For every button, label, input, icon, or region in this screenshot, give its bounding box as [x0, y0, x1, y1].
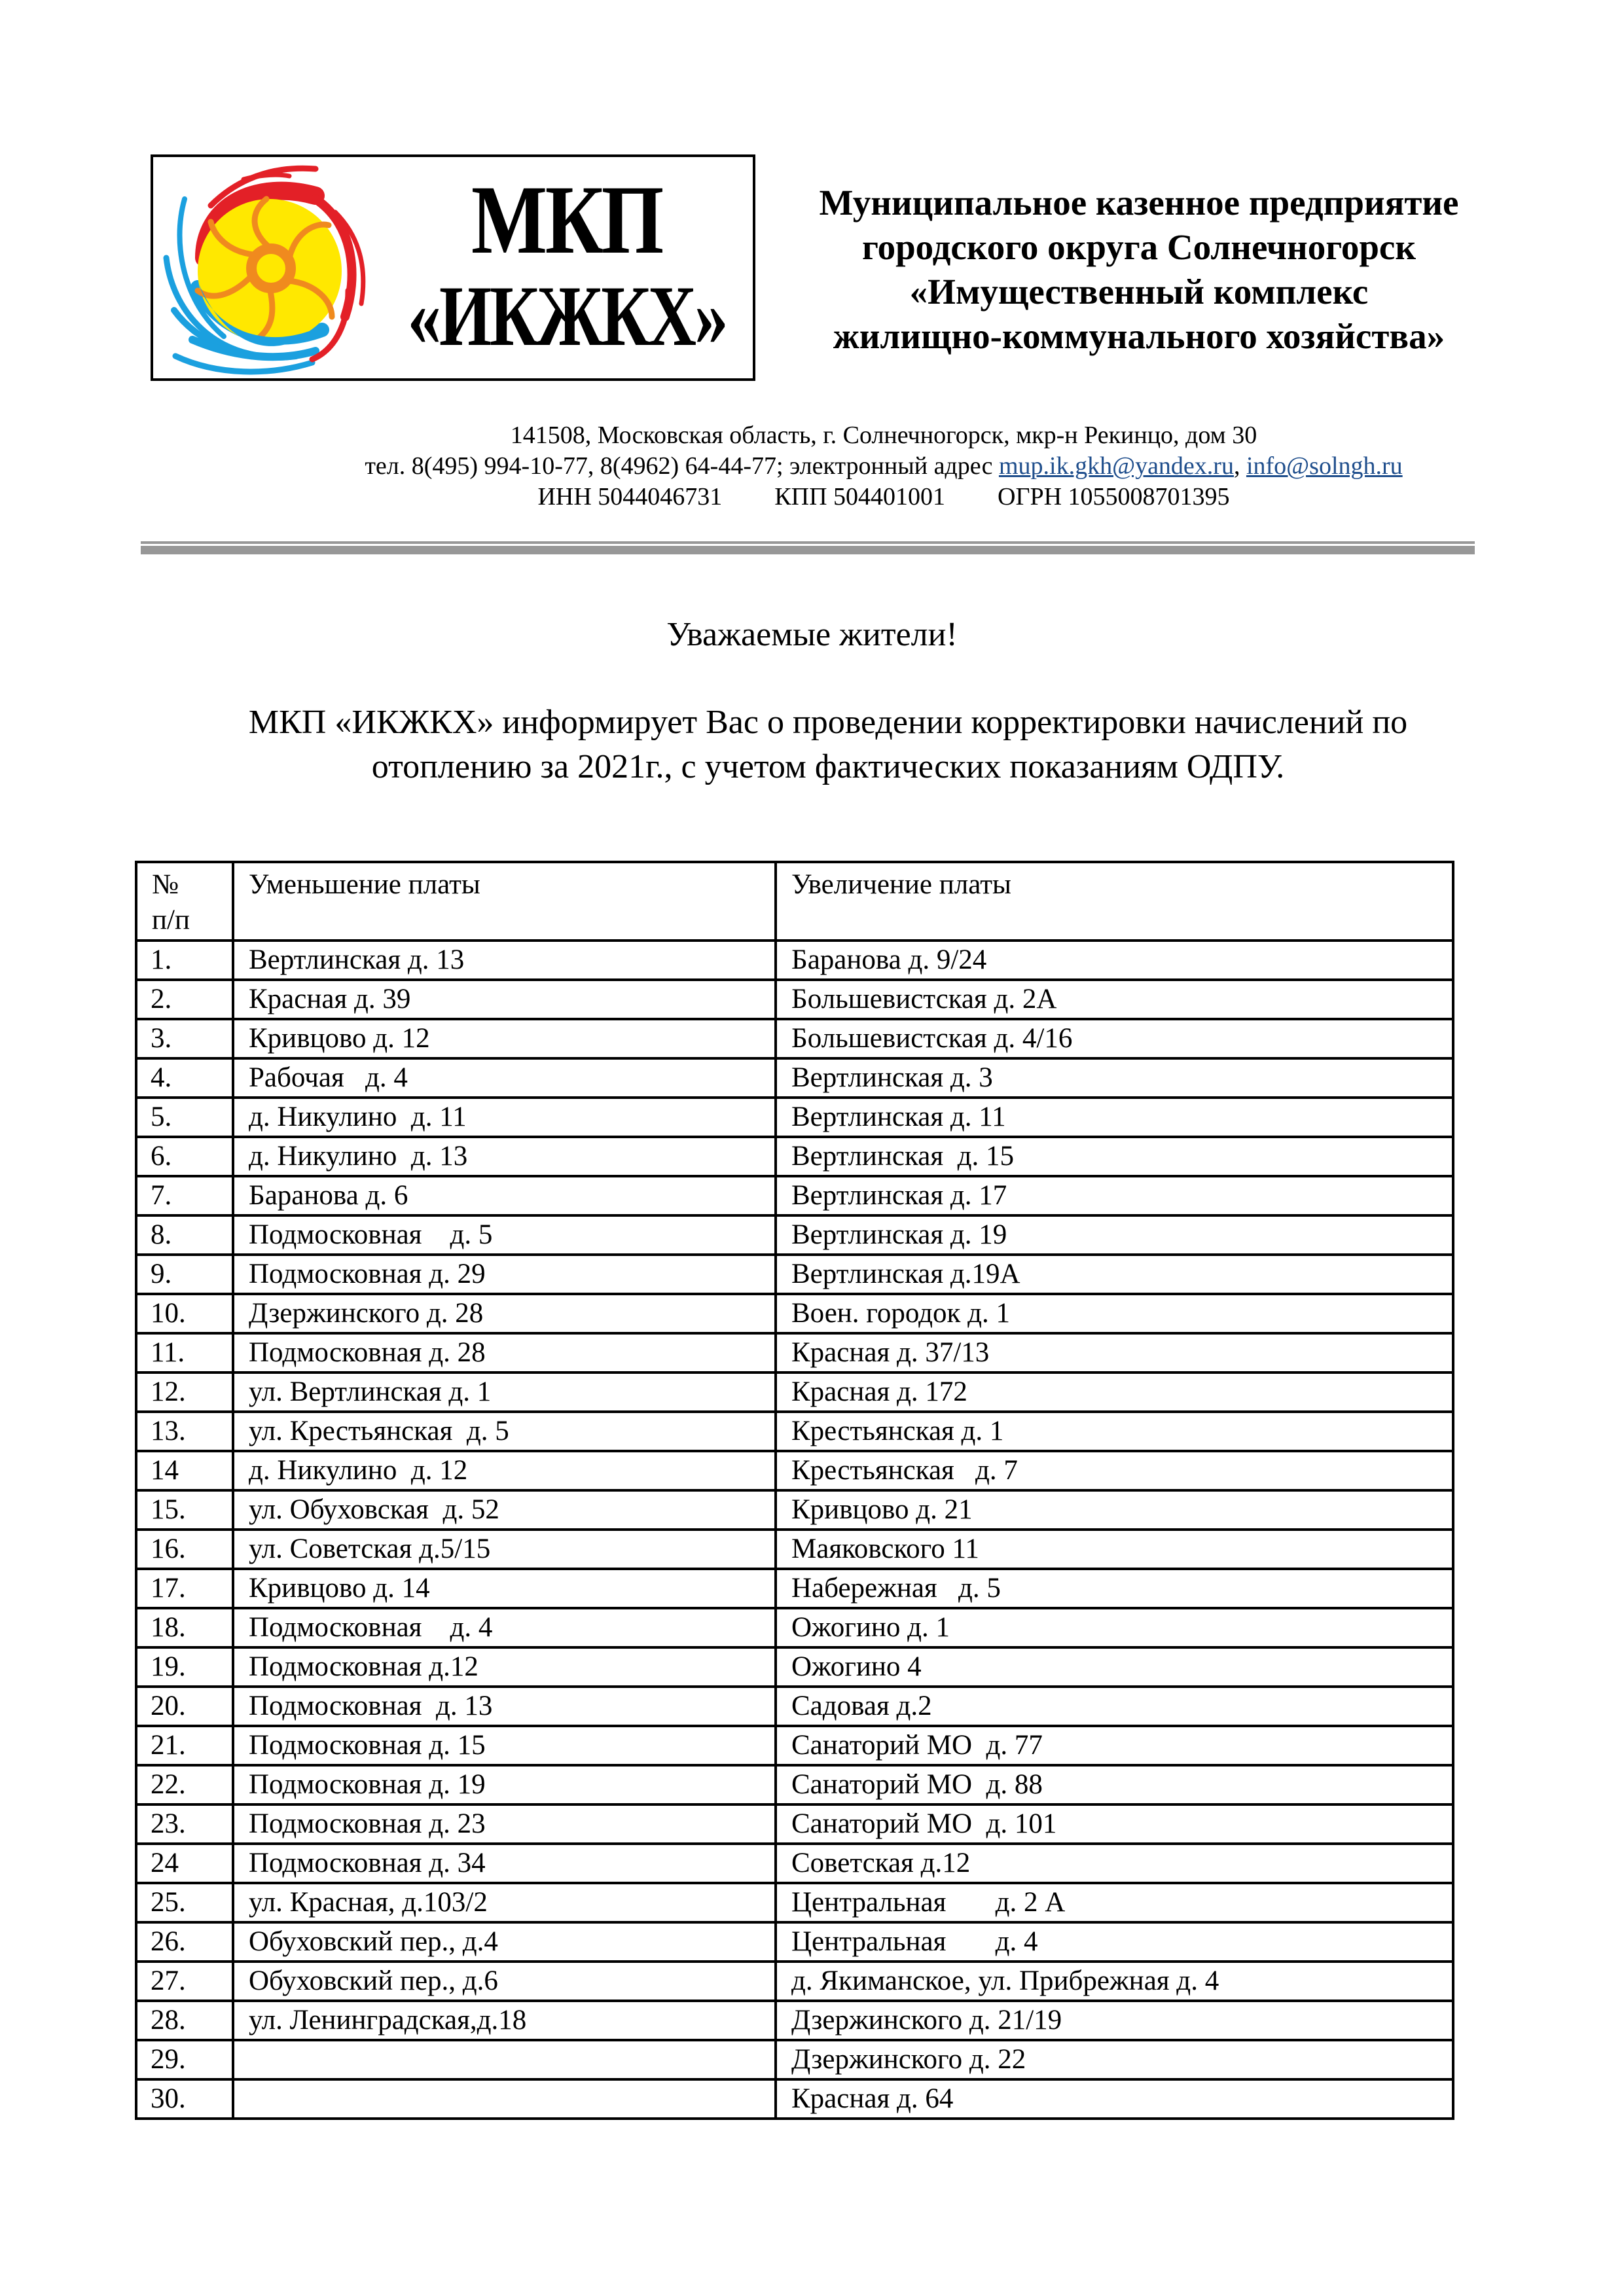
org-name-line: Муниципальное казенное предприятие [819, 183, 1459, 223]
org-name-line: «Имущественный комплекс [909, 272, 1369, 312]
row-number: 29. [136, 2040, 233, 2079]
header-number-symbol: № [152, 869, 179, 900]
row-number: 5. [136, 1098, 233, 1137]
table-body [136, 941, 1453, 2119]
intro-line: отоплению за 2021г., с учетом фактических показаниям ОДПУ. [371, 748, 1285, 785]
header-number [136, 862, 233, 941]
decrease-address: ул. Обуховская д. 52 [233, 1490, 776, 1530]
table-row [136, 1687, 1453, 1726]
table-row [136, 1883, 1453, 1922]
table-row [136, 1569, 1453, 1608]
table-row [136, 1530, 1453, 1569]
decrease-address [233, 2040, 776, 2079]
table-row [136, 1294, 1453, 1333]
row-number: 24 [136, 1844, 233, 1883]
table-row [136, 2001, 1453, 2040]
decrease-address: Дзержинского д. 28 [233, 1294, 776, 1333]
table-row [136, 1726, 1453, 1765]
decrease-address: Подмосковная д. 19 [233, 1765, 776, 1804]
table-row [136, 2040, 1453, 2079]
increase-address: Дзержинского д. 22 [776, 2040, 1453, 2079]
row-number: 19. [136, 1647, 233, 1687]
row-number: 13. [136, 1412, 233, 1451]
row-number: 2. [136, 980, 233, 1019]
increase-address: Санаторий МО д. 88 [776, 1765, 1453, 1804]
increase-address: Ожогино 4 [776, 1647, 1453, 1687]
decrease-address: ул. Крестьянская д. 5 [233, 1412, 776, 1451]
increase-address: Центральная д. 4 [776, 1922, 1453, 1962]
decrease-address: Красная д. 39 [233, 980, 776, 1019]
sun-swirl-logo-icon [158, 160, 381, 378]
increase-address: Кривцово д. 21 [776, 1490, 1453, 1530]
phone-email-line [196, 451, 1571, 482]
decrease-address: ул. Красная, д.103/2 [233, 1883, 776, 1922]
intro-paragraph [151, 700, 1506, 789]
row-number: 12. [136, 1372, 233, 1412]
brand-line-1: МКП [471, 166, 662, 274]
table-row [136, 1019, 1453, 1058]
brand-wordmark [376, 157, 758, 378]
table-row [136, 1176, 1453, 1215]
increase-address: д. Якиманское, ул. Прибрежная д. 4 [776, 1962, 1453, 2001]
row-number: 6. [136, 1137, 233, 1176]
table-row [136, 1962, 1453, 2001]
table-row [136, 1098, 1453, 1137]
registration-line [196, 482, 1571, 512]
increase-address: Красная д. 172 [776, 1372, 1453, 1412]
row-number: 17. [136, 1569, 233, 1608]
table-row [136, 1215, 1453, 1255]
table-row [136, 2079, 1453, 2119]
increase-address: Санаторий МО д. 77 [776, 1726, 1453, 1765]
header-divider-thick [141, 546, 1475, 554]
decrease-address: Подмосковная д. 15 [233, 1726, 776, 1765]
decrease-address: Баранова д. 6 [233, 1176, 776, 1215]
decrease-address: ул. Советская д.5/15 [233, 1530, 776, 1569]
decrease-address: Рабочая д. 4 [233, 1058, 776, 1098]
increase-address: Воен. городок д. 1 [776, 1294, 1453, 1333]
kpp-text: КПП 504401001 [774, 483, 946, 511]
decrease-address: д. Никулино д. 12 [233, 1451, 776, 1490]
brand-line-2: «ИКЖКХ» [407, 268, 727, 364]
ogrn-text: ОГРН 1055008701395 [998, 483, 1230, 511]
table-row [136, 1804, 1453, 1844]
email-link-yandex[interactable]: mup.ik.gkh@yandex.ru [998, 452, 1234, 480]
table-row [136, 980, 1453, 1019]
table-row [136, 1372, 1453, 1412]
table-row [136, 1608, 1453, 1647]
greeting: Уважаемые жители! [666, 616, 958, 653]
decrease-address: д. Никулино д. 13 [233, 1137, 776, 1176]
increase-address: Красная д. 37/13 [776, 1333, 1453, 1372]
table-row [136, 1333, 1453, 1372]
intro-line: МКП «ИКЖКХ» информирует Вас о проведении корректировки начислений по [248, 704, 1408, 741]
table-row [136, 941, 1453, 980]
email-separator: , [1233, 452, 1246, 480]
decrease-address: Кривцово д. 12 [233, 1019, 776, 1058]
increase-address: Вертлинская д. 15 [776, 1137, 1453, 1176]
organization-name [779, 181, 1499, 359]
increase-address: Советская д.12 [776, 1844, 1453, 1883]
row-number: 16. [136, 1530, 233, 1569]
increase-address: Ожогино д. 1 [776, 1608, 1453, 1647]
decrease-address: Обуховский пер., д.4 [233, 1922, 776, 1962]
decrease-address: Подмосковная д. 28 [233, 1333, 776, 1372]
decrease-address: Подмосковная д. 34 [233, 1844, 776, 1883]
increase-address: Большевистская д. 2А [776, 980, 1453, 1019]
decrease-address: Кривцово д. 14 [233, 1569, 776, 1608]
row-number: 15. [136, 1490, 233, 1530]
increase-address: Красная д. 64 [776, 2079, 1453, 2119]
header-increase: Увеличение платы [776, 862, 1453, 941]
increase-address: Санаторий МО д. 101 [776, 1804, 1453, 1844]
decrease-address: Подмосковная д. 29 [233, 1255, 776, 1294]
phone-text: тел. 8(495) 994-10-77, 8(4962) 64-44-77; электронный адрес [365, 452, 999, 480]
increase-address: Большевистская д. 4/16 [776, 1019, 1453, 1058]
contact-block [196, 420, 1571, 512]
decrease-address: Подмосковная д. 4 [233, 1608, 776, 1647]
increase-address: Крестьянская д. 7 [776, 1451, 1453, 1490]
row-number: 14 [136, 1451, 233, 1490]
increase-address: Вертлинская д. 19 [776, 1215, 1453, 1255]
increase-address: Вертлинская д.19А [776, 1255, 1453, 1294]
org-name-line: жилищно-коммунального хозяйства» [833, 316, 1445, 356]
table-header-row [136, 862, 1453, 941]
row-number: 22. [136, 1765, 233, 1804]
header-decrease: Уменьшение платы [233, 862, 776, 941]
decrease-address: Обуховский пер., д.6 [233, 1962, 776, 2001]
row-number: 1. [136, 941, 233, 980]
increase-address: Центральная д. 2 А [776, 1883, 1453, 1922]
row-number: 30. [136, 2079, 233, 2119]
table-row [136, 1412, 1453, 1451]
row-number: 9. [136, 1255, 233, 1294]
row-number: 21. [136, 1726, 233, 1765]
org-name-line: городского округа Солнечногорск [861, 227, 1416, 267]
row-number: 28. [136, 2001, 233, 2040]
decrease-address: д. Никулино д. 11 [233, 1098, 776, 1137]
decrease-address: ул. Вертлинская д. 1 [233, 1372, 776, 1412]
row-number: 10. [136, 1294, 233, 1333]
table-row [136, 1647, 1453, 1687]
row-number: 23. [136, 1804, 233, 1844]
table-row [136, 1844, 1453, 1883]
increase-address: Вертлинская д. 3 [776, 1058, 1453, 1098]
inn-text: ИНН 5044046731 [537, 483, 723, 511]
decrease-address: Подмосковная д. 13 [233, 1687, 776, 1726]
table-row [136, 1058, 1453, 1098]
row-number: 11. [136, 1333, 233, 1372]
decrease-address: Подмосковная д. 5 [233, 1215, 776, 1255]
address-table [135, 861, 1454, 2120]
table-row [136, 1137, 1453, 1176]
decrease-address: ул. Ленинградская,д.18 [233, 2001, 776, 2040]
row-number: 20. [136, 1687, 233, 1726]
increase-address: Садовая д.2 [776, 1687, 1453, 1726]
increase-address: Вертлинская д. 11 [776, 1098, 1453, 1137]
header-number-abbr: п/п [152, 905, 190, 935]
email-link-solngh[interactable]: info@solngh.ru [1246, 452, 1403, 480]
decrease-address: Подмосковная д.12 [233, 1647, 776, 1687]
row-number: 18. [136, 1608, 233, 1647]
row-number: 26. [136, 1922, 233, 1962]
increase-address: Вертлинская д. 17 [776, 1176, 1453, 1215]
table-row [136, 1922, 1453, 1962]
decrease-address [233, 2079, 776, 2119]
header-divider-thin [141, 541, 1475, 544]
row-number: 4. [136, 1058, 233, 1098]
table-row [136, 1490, 1453, 1530]
address-line: 141508, Московская область, г. Солнечногорск, мкр-н Рекинцо, дом 30 [510, 422, 1257, 449]
row-number: 3. [136, 1019, 233, 1058]
decrease-address: Вертлинская д. 13 [233, 941, 776, 980]
increase-address: Баранова д. 9/24 [776, 941, 1453, 980]
row-number: 7. [136, 1176, 233, 1215]
increase-address: Набережная д. 5 [776, 1569, 1453, 1608]
table-row [136, 1765, 1453, 1804]
decrease-address: Подмосковная д. 23 [233, 1804, 776, 1844]
increase-address: Крестьянская д. 1 [776, 1412, 1453, 1451]
row-number: 27. [136, 1962, 233, 2001]
increase-address: Дзержинского д. 21/19 [776, 2001, 1453, 2040]
table-row [136, 1255, 1453, 1294]
table-row [136, 1451, 1453, 1490]
row-number: 8. [136, 1215, 233, 1255]
logo-box [151, 154, 755, 381]
increase-address: Маяковского 11 [776, 1530, 1453, 1569]
row-number: 25. [136, 1883, 233, 1922]
